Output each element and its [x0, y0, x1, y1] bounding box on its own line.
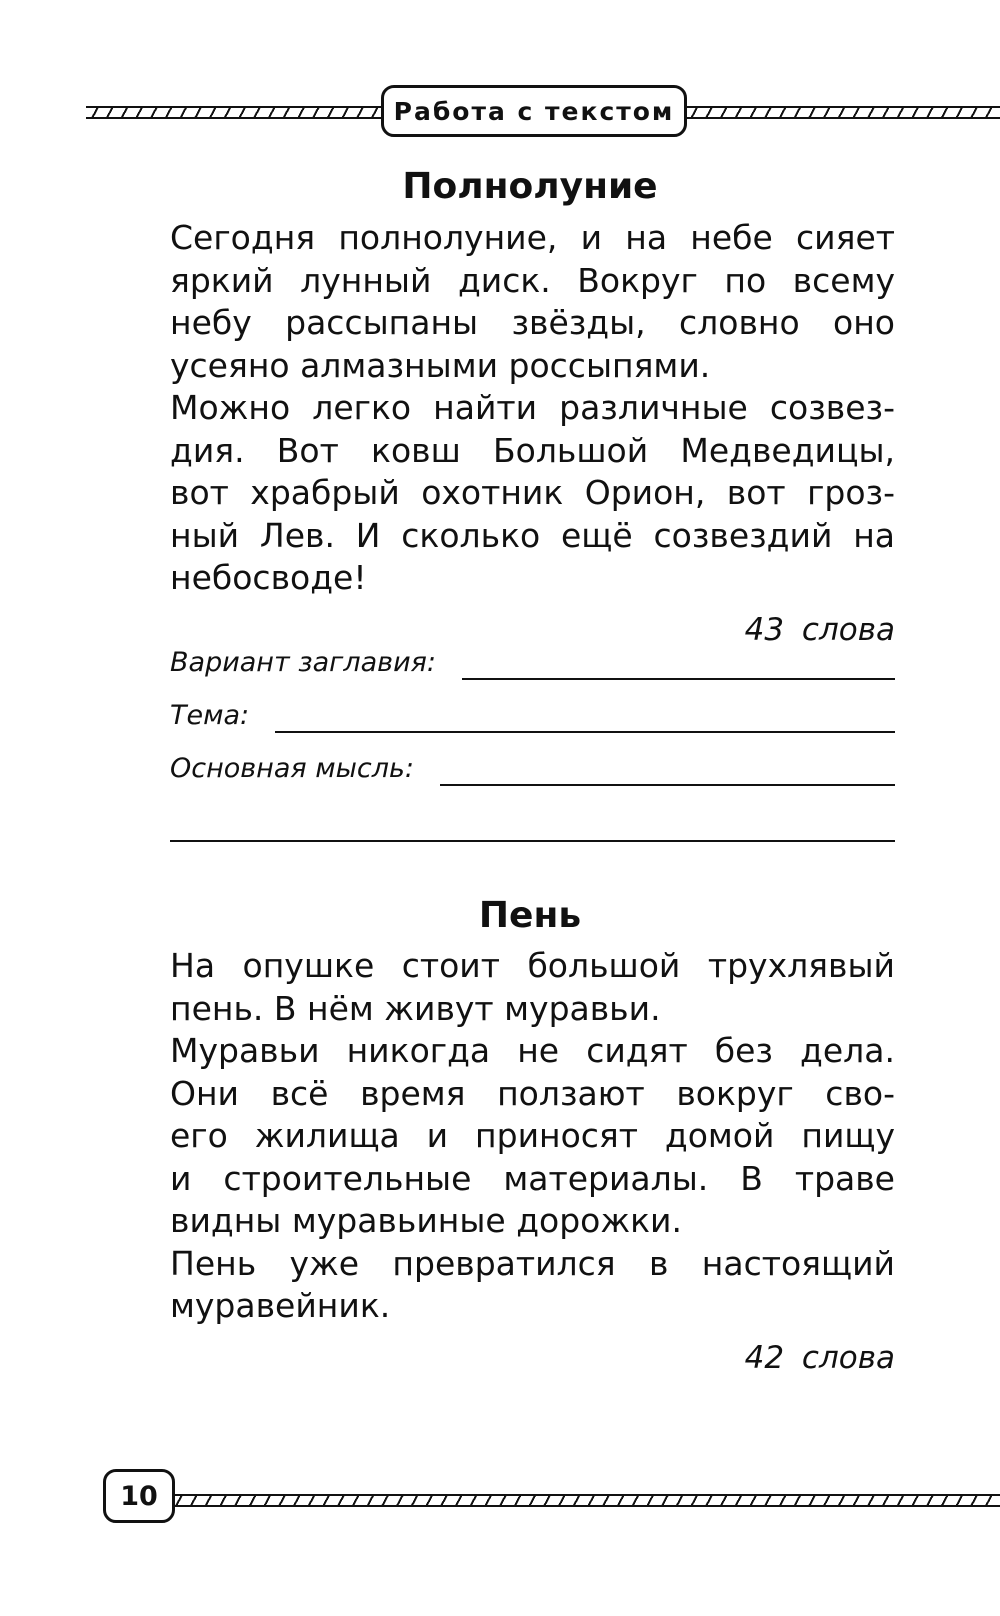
story-line: муравейник. — [170, 1286, 391, 1325]
word-count-story2: 42 слова — [744, 1340, 895, 1376]
story-text-stump — [170, 945, 895, 1328]
title-variant-field[interactable] — [170, 644, 895, 680]
story-line: вот храбрый охотник Орион, вот гроз- — [170, 473, 895, 512]
word-count-story1: 43 слова — [744, 612, 895, 648]
story-line: Можно легко найти различные созвез- — [170, 388, 895, 427]
story-line: Сегодня полнолуние, и на небе сияет — [170, 218, 895, 257]
header-decorative-band-right — [686, 106, 1000, 119]
main-idea-label: Основная мысль: — [170, 753, 415, 784]
main-idea-answer-line-2[interactable] — [170, 840, 895, 842]
story-text-full-moon — [170, 217, 895, 600]
topic-label: Тема: — [170, 700, 250, 731]
section-title-badge: Работа с текстом — [381, 85, 687, 137]
page-number: 10 — [103, 1469, 175, 1523]
topic-field[interactable] — [170, 697, 895, 733]
story-line: Они всё время ползают вокруг сво- — [170, 1073, 895, 1113]
story-line: небу рассыпаны звёзды, словно оно — [170, 303, 895, 342]
story-line: его жилища и приносят домой пищу — [170, 1116, 895, 1155]
story-line: видны муравьиные дорожки. — [170, 1201, 682, 1240]
main-idea-answer-line[interactable] — [440, 783, 895, 786]
story-line: ный Лев. И сколько ещё созвездий на — [170, 515, 895, 555]
story-line: дия. Вот ковш Большой Медведицы, — [170, 430, 895, 470]
title-variant-answer-line[interactable] — [462, 677, 895, 680]
title-variant-label: Вариант заглавия: — [170, 647, 436, 678]
story-line: усеяно алмазными россыпями. — [170, 345, 711, 385]
story-line: и строительные материалы. В траве — [170, 1158, 895, 1198]
topic-answer-line[interactable] — [275, 730, 895, 733]
story-title-full-moon: Полнолуние — [402, 166, 658, 207]
story-title-stump: Пень — [478, 895, 582, 936]
story-line: пень. В нём живут муравьи. — [170, 988, 661, 1028]
header-decorative-band-left — [86, 106, 386, 119]
story-line: Муравьи никогда не сидят без дела. — [170, 1031, 895, 1070]
story-line: яркий лунный диск. Вокруг по всему — [170, 260, 895, 300]
story-line: На опушке стоит большой трухлявый — [170, 946, 895, 985]
story-line: небосводе! — [170, 558, 367, 597]
main-idea-field[interactable] — [170, 750, 895, 786]
footer-decorative-band — [173, 1494, 1000, 1507]
story-line: Пень уже превратился в настоящий — [170, 1243, 895, 1283]
